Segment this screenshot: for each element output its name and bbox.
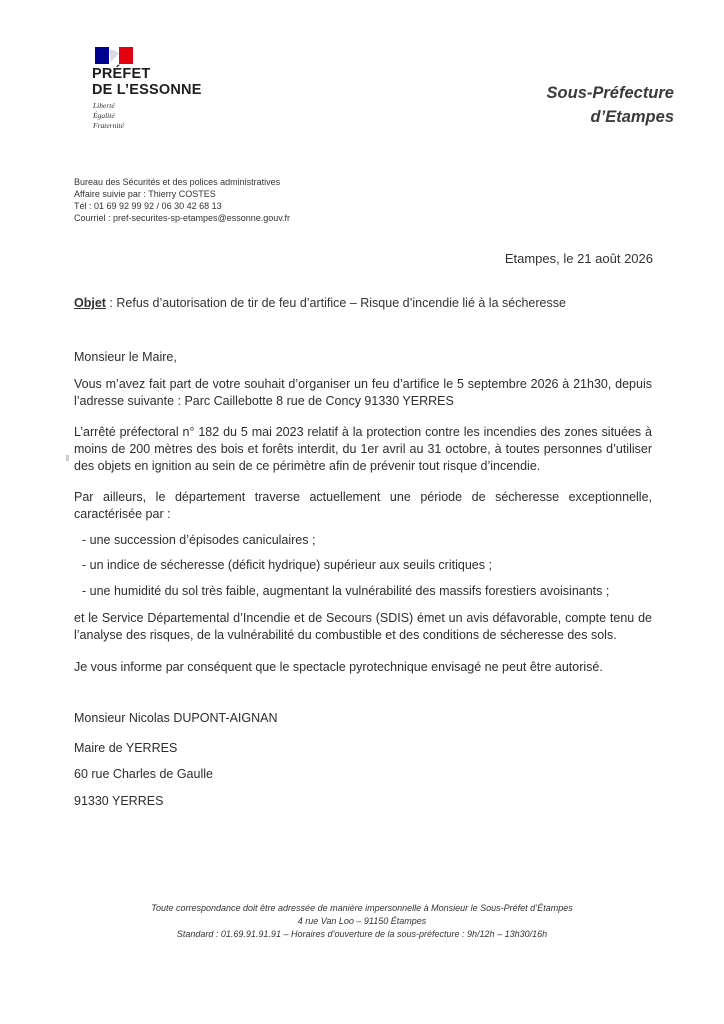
paragraph-secheresse: Par ailleurs, le département traverse actuellement une période de sécheresse exceptionnelle, caractérisée par : bbox=[74, 490, 652, 521]
prefet-line2: DE L’ESSONNE bbox=[92, 82, 202, 98]
footer-line2: 4 rue Van Loo – 91150 Étampes bbox=[297, 916, 427, 926]
devise bbox=[93, 101, 124, 131]
paragraph-request: Vous m’avez fait part de votre souhait d’organiser un feu d’artifice le 5 septembre 2026 à 21h30, depuis l’adresse suivante : Parc Caillebotte 8 rue de Concy 91330 YERRES bbox=[74, 377, 652, 408]
recipient-title: Maire de YERRES bbox=[74, 741, 178, 755]
paragraph-decision: Je vous informe par conséquent que le spectacle pyrotechnique envisagé ne peut être autorisé. bbox=[74, 660, 603, 674]
recipient-name: Monsieur Nicolas DUPONT-AIGNAN bbox=[74, 711, 278, 725]
recipient-street: 60 rue Charles de Gaulle bbox=[74, 767, 213, 781]
devise-fraternite: Fraternité bbox=[93, 121, 124, 130]
contact-courriel: Courriel : pref-securites-sp-etampes@essonne.gouv.fr bbox=[74, 213, 291, 223]
paragraph-sdis: et le Service Départemental d’Incendie et de Secours (SDIS) émet un avis défavorable, compte tenu de l’analyse des risques, de la vulnérabilité du combustible et des conditions de sécheresse des sols. bbox=[74, 611, 652, 642]
letter-date: Etampes, le 21 août 2026 bbox=[504, 251, 653, 266]
devise-egalite: Égalité bbox=[93, 111, 115, 120]
objet-text: : Refus d’autorisation de tir de feu d’artifice – Risque d’incendie lié à la sécheresse bbox=[105, 296, 566, 310]
devise-liberte: Liberté bbox=[93, 101, 115, 110]
sous-prefecture-line1: Sous-Préfecture bbox=[546, 84, 674, 102]
margin-mark bbox=[66, 455, 69, 461]
contact-tel: Tél : 01 69 92 99 92 / 06 30 42 68 13 bbox=[74, 201, 222, 211]
footer-line3: Standard : 01.69.91.91.91 – Horaires d’ouverture de la sous-préfecture : 9h/12h – 13h30/16h bbox=[176, 929, 548, 939]
sous-prefecture-line2: d’Etampes bbox=[590, 108, 674, 126]
contact-bureau: Bureau des Sécurités et des polices administratives bbox=[74, 177, 281, 187]
bullet-item: - une humidité du sol très faible, augmentant la vulnérabilité des massifs forestiers avoisinants ; bbox=[82, 584, 610, 598]
bullet-item: - une succession d’épisodes caniculaires ; bbox=[82, 533, 316, 547]
greeting: Monsieur le Maire, bbox=[74, 350, 177, 364]
paragraph-arrete: L’arrêté préfectoral n° 182 du 5 mai 2023 relatif à la protection contre les incendies des zones situées à moins de 200 mètres des bois et forêts interdit, du 1er avril au 31 octobre, à toutes personnes d’utiliser des objets en ignition au sein de ce périmètre afin de prévenir tout risque d’incendie. bbox=[74, 425, 652, 473]
sous-prefecture-title bbox=[547, 81, 674, 129]
footer-line1: Toute correspondance doit être adressée de manière impersonnelle à Monsieur le Sous-Préfet d’Étampes bbox=[151, 903, 573, 913]
marianne-flag-icon bbox=[95, 47, 133, 64]
objet-line bbox=[74, 296, 566, 310]
contact-block bbox=[74, 176, 290, 224]
objet-label: Objet bbox=[74, 296, 106, 310]
prefet-title bbox=[92, 66, 202, 98]
prefet-line1: PRÉFET bbox=[92, 66, 151, 82]
footer bbox=[0, 902, 724, 941]
contact-affaire: Affaire suivie par : Thierry COSTES bbox=[74, 189, 216, 199]
recipient-city: 91330 YERRES bbox=[74, 794, 164, 808]
bullet-item: - un indice de sécheresse (déficit hydrique) supérieur aux seuils critiques ; bbox=[82, 558, 492, 572]
